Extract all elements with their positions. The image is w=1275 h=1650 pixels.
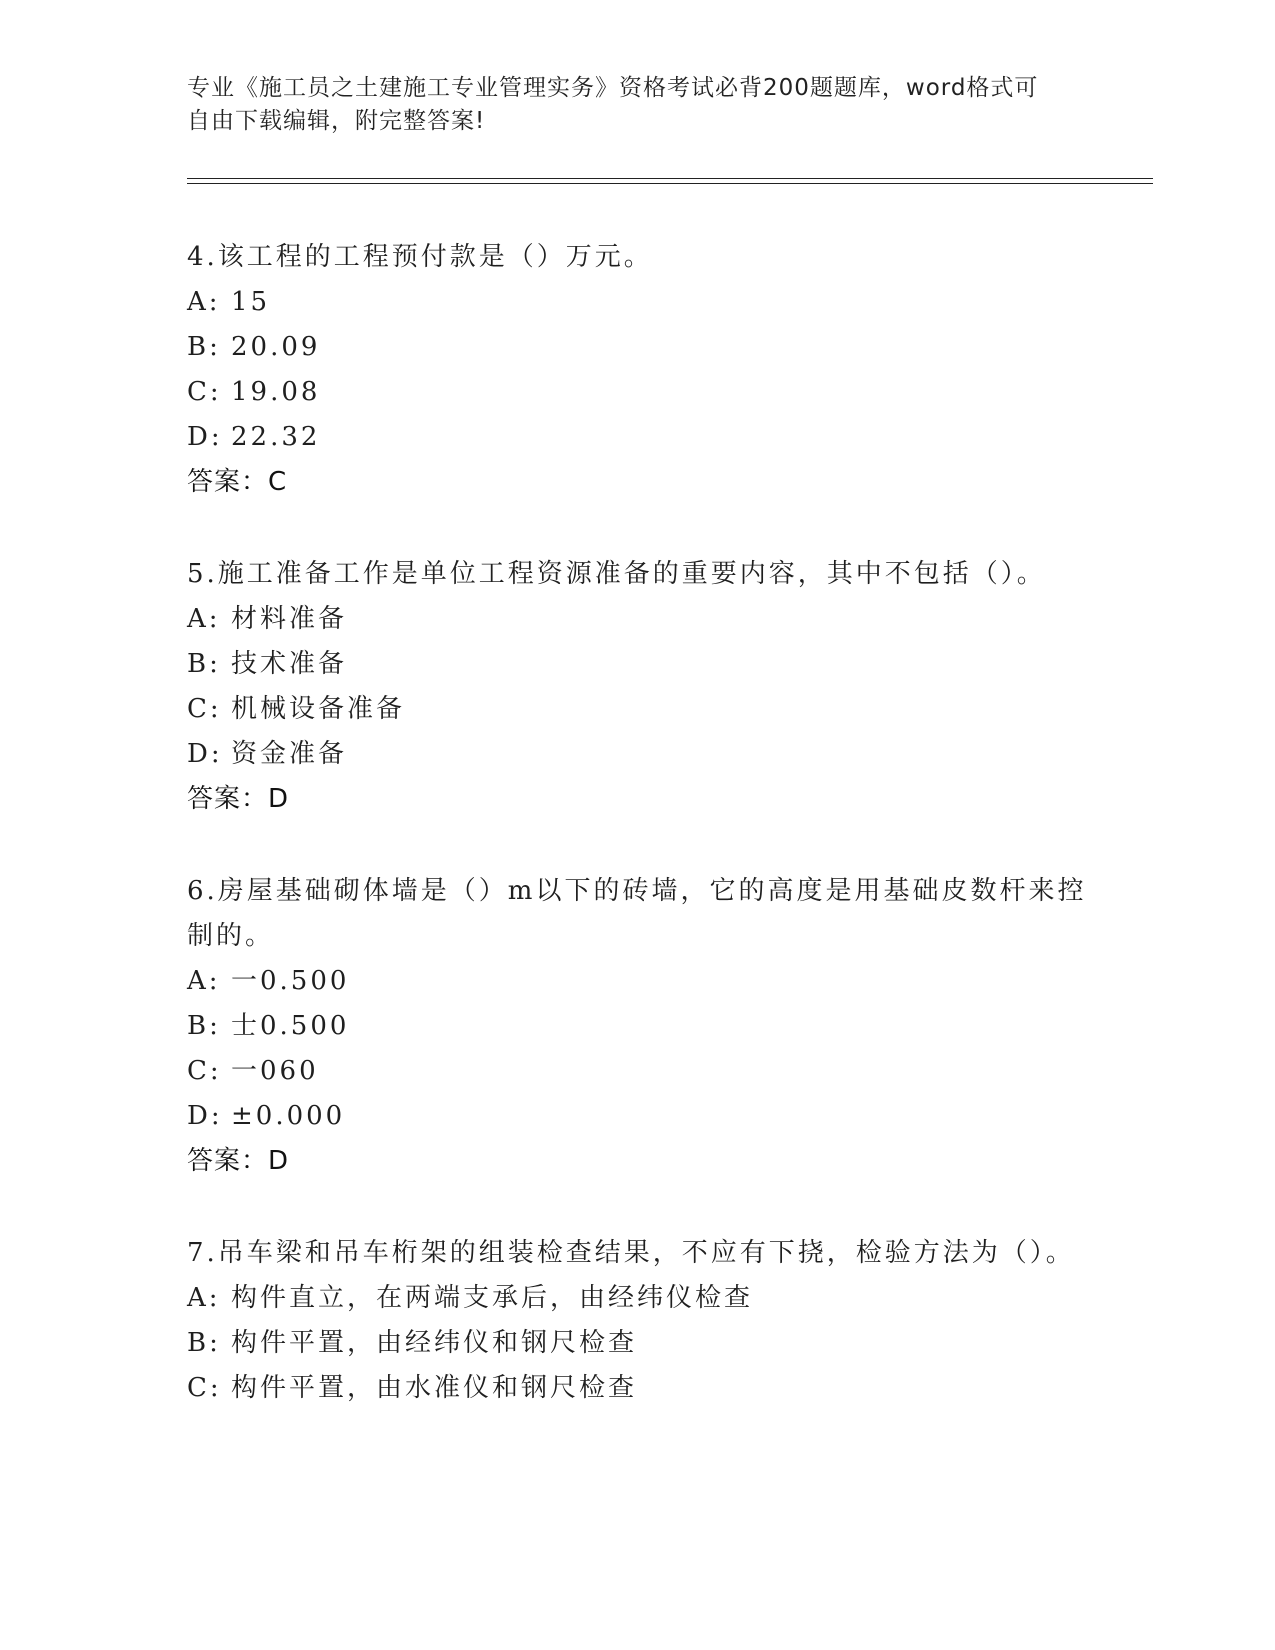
option-letter: A: [187, 604, 221, 634]
option-letter: B: [187, 332, 221, 362]
option-a [187, 597, 1107, 642]
option-text: 一0.500 [231, 966, 350, 996]
option-letter: B: [187, 649, 221, 679]
option-text: 机械设备准备 [231, 694, 406, 724]
option-text: 15 [231, 287, 271, 317]
question-spacer [187, 822, 1107, 869]
question-text: 5.施工准备工作是单位工程资源准备的重要内容，其中不包括（）。 [187, 559, 1046, 589]
option-c [187, 687, 1107, 732]
header-divider-bottom [187, 183, 1153, 184]
option-text: 士0.500 [231, 1011, 350, 1041]
option-text: 构件平置，由水准仪和钢尺检查 [231, 1373, 638, 1403]
option-b [187, 325, 1107, 370]
question-list [187, 235, 1107, 1411]
question-spacer [187, 1184, 1107, 1231]
option-letter: C: [187, 1056, 222, 1086]
option-text: 19.08 [231, 377, 321, 407]
question-4 [187, 235, 1107, 505]
question-6 [187, 869, 1107, 1184]
option-a [187, 959, 1107, 1004]
option-letter: C: [187, 377, 222, 407]
option-letter: D: [187, 739, 223, 769]
option-letter: B: [187, 1328, 221, 1358]
answer-text: 答案：C [187, 467, 288, 497]
option-letter: A: [187, 966, 221, 996]
option-text: ±0.000 [231, 1101, 346, 1131]
option-d [187, 1094, 1107, 1139]
option-a [187, 280, 1107, 325]
option-b [187, 1321, 1107, 1366]
header-divider-top [187, 178, 1153, 179]
option-d [187, 415, 1107, 460]
option-text: 构件平置，由经纬仪和钢尺检查 [231, 1328, 638, 1358]
question-5 [187, 552, 1107, 822]
option-letter: C: [187, 1373, 222, 1403]
option-text: 资金准备 [231, 739, 348, 769]
option-c [187, 1049, 1107, 1094]
option-letter: A: [187, 287, 221, 317]
option-letter: D: [187, 422, 223, 452]
question-text: 7.吊车梁和吊车桁架的组装检查结果，不应有下挠，检验方法为（）。 [187, 1238, 1075, 1268]
option-text: 20.09 [231, 332, 321, 362]
option-text: 22.32 [231, 422, 321, 452]
option-c [187, 370, 1107, 415]
header-line-1: 专业《施工员之土建施工专业管理实务》资格考试必背200题题库，word格式可 [187, 75, 1039, 101]
question-spacer [187, 505, 1107, 552]
question-text: 6.房屋基础砌体墙是（）m以下的砖墙，它的高度是用基础皮数杆来控制的。 [187, 876, 1087, 951]
answer-text: 答案：D [187, 784, 290, 814]
answer-text: 答案：D [187, 1146, 290, 1176]
option-d [187, 732, 1107, 777]
question-7 [187, 1231, 1107, 1411]
option-text: 材料准备 [231, 604, 348, 634]
document-header [187, 72, 1087, 138]
question-text: 4.该工程的工程预付款是（）万元。 [187, 242, 653, 272]
option-letter: A: [187, 1283, 221, 1313]
option-letter: B: [187, 1011, 221, 1041]
option-letter: C: [187, 694, 222, 724]
option-text: 构件直立，在两端支承后，由经纬仪检查 [231, 1283, 754, 1313]
option-text: 技术准备 [231, 649, 348, 679]
option-b [187, 1004, 1107, 1049]
option-text: 一060 [231, 1056, 319, 1086]
option-letter: D: [187, 1101, 223, 1131]
option-b [187, 642, 1107, 687]
option-a [187, 1276, 1107, 1321]
header-line-2: 自由下载编辑，附完整答案! [187, 108, 486, 134]
option-c [187, 1366, 1107, 1411]
